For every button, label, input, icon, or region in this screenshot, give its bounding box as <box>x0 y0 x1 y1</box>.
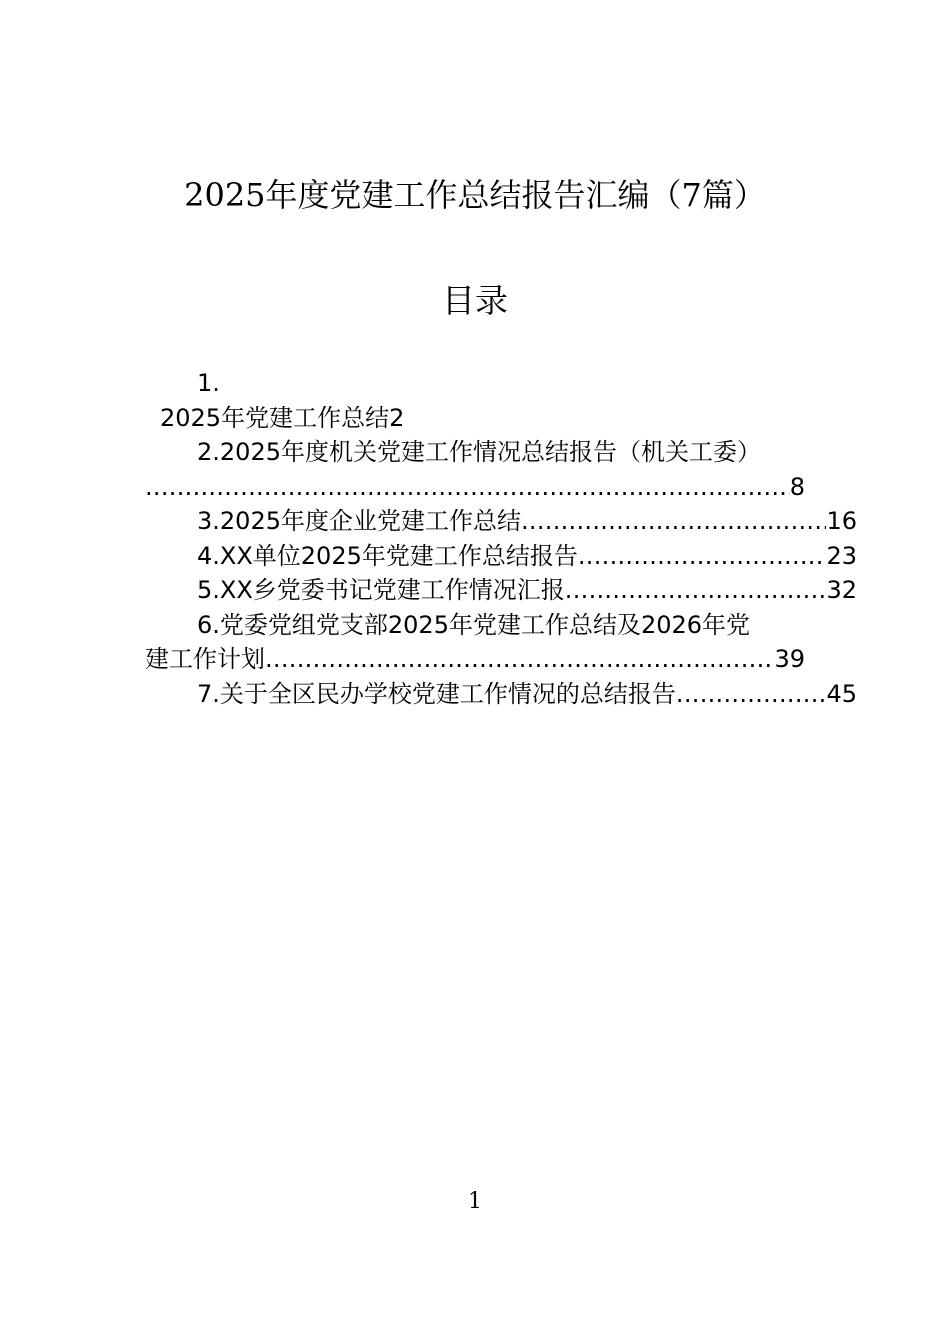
page-number: 1 <box>468 1189 482 1214</box>
toc-entry-2-leader-line <box>145 470 805 505</box>
toc-entry-title-continued: 建工作计划 <box>145 645 265 673</box>
toc-page-number: 16 <box>826 507 857 535</box>
dot-leader <box>565 573 827 608</box>
toc-entry-6[interactable] <box>145 608 805 677</box>
toc-entry-2-title <box>145 435 857 470</box>
toc-entry-3[interactable] <box>145 504 857 539</box>
toc-entry-title: 4.XX单位2025年党建工作总结报告 <box>197 541 578 570</box>
toc-page-number: 23 <box>826 541 857 570</box>
toc-entry-4[interactable] <box>145 539 857 574</box>
toc-entry-title: 3.2025年度企业党建工作总结 <box>197 507 521 535</box>
toc-entry-7[interactable] <box>145 677 857 712</box>
dot-leader <box>145 470 790 505</box>
toc-entry-title: 2025年党建工作总结 <box>160 403 390 432</box>
toc-entry-5[interactable] <box>145 573 857 608</box>
toc-entry-title: 6.党委党组党支部2025年党建工作总结及2026年党 <box>197 610 751 639</box>
toc-entry-1-title <box>145 401 820 436</box>
toc-heading: 目录 <box>442 281 508 320</box>
toc-page-number: 45 <box>826 679 857 708</box>
toc-entry-title: 7.关于全区民办学校党建工作情况的总结报告 <box>197 679 676 708</box>
dot-leader <box>265 642 774 677</box>
dot-leader <box>676 677 827 712</box>
toc-entry-title: 5.XX乡党委书记党建工作情况汇报 <box>197 576 565 604</box>
toc-entry-1[interactable] <box>145 366 805 435</box>
toc-page-number: 39 <box>774 645 805 673</box>
dot-leader <box>578 539 827 574</box>
table-of-contents <box>145 366 857 711</box>
toc-entry-2[interactable] <box>145 435 805 504</box>
toc-entry-1-number: 1. <box>197 369 220 397</box>
toc-page-number: 2 <box>389 403 405 432</box>
toc-entry-title: 2.2025年度机关党建工作情况总结报告（机关工委） <box>197 438 761 466</box>
toc-page-number: 8 <box>789 472 805 501</box>
toc-page-number: 32 <box>826 576 857 604</box>
document-title: 2025年度党建工作总结报告汇编（7篇） <box>184 176 766 214</box>
dot-leader <box>521 504 826 539</box>
